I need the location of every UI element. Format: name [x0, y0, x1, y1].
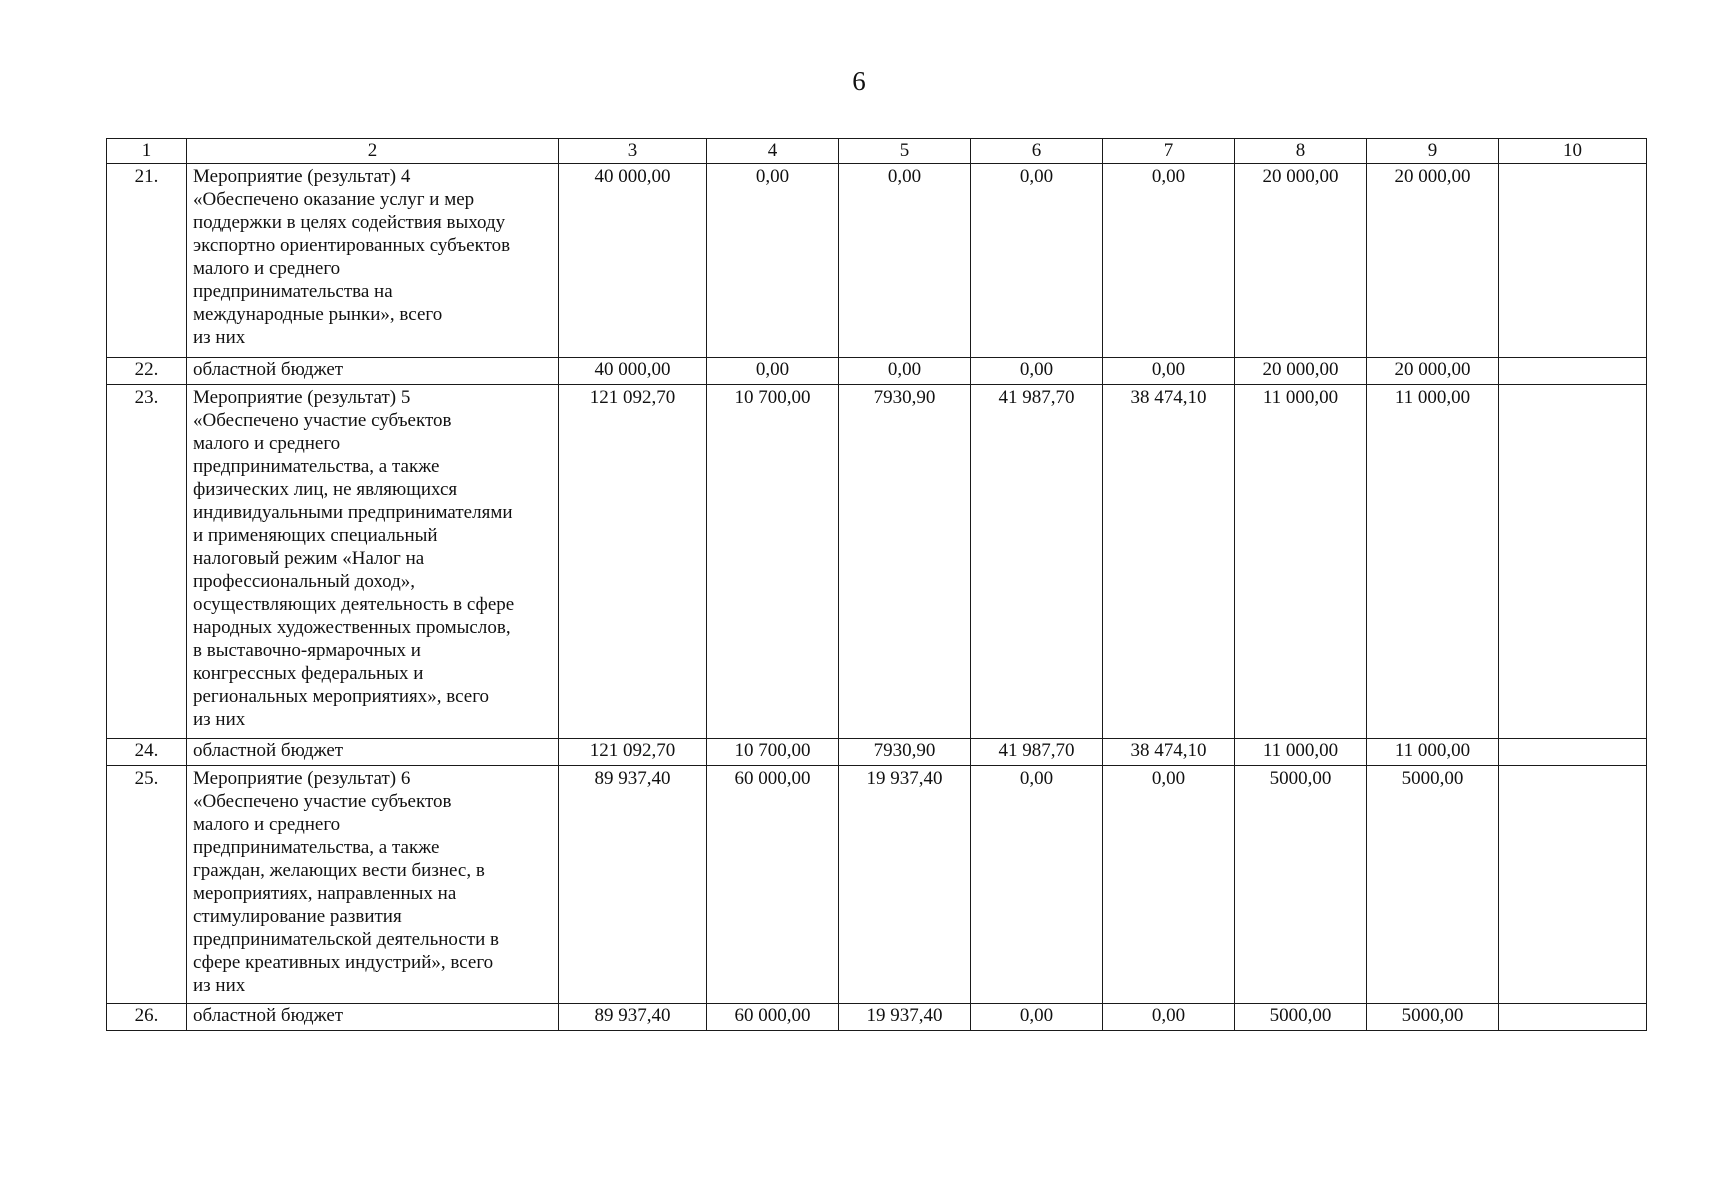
description-line: международные рынки», всего [193, 304, 443, 325]
value-cell-col-7: 38 474,10 [1103, 385, 1235, 739]
description-line: малого и среднего [193, 433, 341, 454]
description-line: малого и среднего [193, 814, 341, 835]
column-header: 7 [1103, 139, 1235, 164]
description-line: и применяющих специальный [193, 525, 438, 546]
value-cell-col-8: 5000,00 [1235, 766, 1367, 1004]
column-header: 1 [107, 139, 187, 164]
value-cell-col-9: 20 000,00 [1367, 358, 1499, 385]
value-cell-col-9: 20 000,00 [1367, 164, 1499, 358]
description-line: налоговый режим «Налог на [193, 548, 425, 569]
value-cell-col-3: 89 937,40 [559, 1004, 707, 1031]
row-number-cell: 26. [107, 1004, 187, 1031]
value-cell-col-4: 60 000,00 [707, 766, 839, 1004]
column-header: 4 [707, 139, 839, 164]
column-header: 10 [1499, 139, 1647, 164]
value-cell-col-6: 41 987,70 [971, 385, 1103, 739]
description-line: предпринимательства, а также [193, 456, 440, 477]
value-cell-col-3: 121 092,70 [559, 385, 707, 739]
description-line: предпринимательской деятельности в [193, 929, 500, 950]
description-line: мероприятиях, направленных на [193, 883, 457, 904]
value-cell-col-10 [1499, 766, 1647, 1004]
description-line: из них [193, 327, 246, 348]
value-cell-col-3: 89 937,40 [559, 766, 707, 1004]
value-cell-col-6: 41 987,70 [971, 739, 1103, 766]
description-line: из них [193, 709, 246, 730]
description-line: «Обеспечено участие субъектов [193, 410, 452, 431]
description-line: «Обеспечено оказание услуг и мер [193, 189, 475, 210]
description-line: из них [193, 975, 246, 996]
column-header: 8 [1235, 139, 1367, 164]
description-line: областной бюджет [193, 1005, 344, 1026]
table-row [107, 1004, 1647, 1031]
description-line: физических лиц, не являющихся [193, 479, 458, 500]
value-cell-col-7: 0,00 [1103, 766, 1235, 1004]
value-cell-col-8: 20 000,00 [1235, 164, 1367, 358]
description-line: предпринимательства на [193, 281, 393, 302]
value-cell-col-5: 7930,90 [839, 739, 971, 766]
description-line: экспортно ориентированных субъектов [193, 235, 511, 256]
description-line: профессиональный доход», [193, 571, 416, 592]
value-cell-col-7: 0,00 [1103, 1004, 1235, 1031]
value-cell-col-10 [1499, 164, 1647, 358]
column-header: 9 [1367, 139, 1499, 164]
table-row [107, 358, 1647, 385]
page-number: 6 [852, 66, 866, 96]
value-cell-col-7: 0,00 [1103, 164, 1235, 358]
value-cell-col-7: 0,00 [1103, 358, 1235, 385]
description-line: региональных мероприятиях», всего [193, 686, 490, 707]
column-header: 6 [971, 139, 1103, 164]
description-line: индивидуальными предпринимателями [193, 502, 513, 523]
row-number-cell: 25. [107, 766, 187, 1004]
value-cell-col-5: 7930,90 [839, 385, 971, 739]
description-line: сфере креативных индустрий», всего [193, 952, 494, 973]
value-cell-col-3: 121 092,70 [559, 739, 707, 766]
value-cell-col-3: 40 000,00 [559, 164, 707, 358]
value-cell-col-4: 0,00 [707, 358, 839, 385]
column-header: 2 [187, 139, 559, 164]
description-cell [187, 766, 559, 1004]
description-line: осуществляющих деятельность в сфере [193, 594, 515, 615]
description-line: Мероприятие (результат) 4 [193, 166, 411, 187]
value-cell-col-4: 10 700,00 [707, 385, 839, 739]
description-cell [187, 739, 559, 766]
description-line: конгрессных федеральных и [193, 663, 424, 684]
description-line: «Обеспечено участие субъектов [193, 791, 452, 812]
value-cell-col-6: 0,00 [971, 766, 1103, 1004]
value-cell-col-6: 0,00 [971, 358, 1103, 385]
value-cell-col-6: 0,00 [971, 164, 1103, 358]
value-cell-col-9: 11 000,00 [1367, 385, 1499, 739]
column-header-row [107, 139, 1647, 164]
description-line: народных художественных промыслов, [193, 617, 511, 638]
value-cell-col-10 [1499, 358, 1647, 385]
value-cell-col-10 [1499, 1004, 1647, 1031]
description-line: областной бюджет [193, 740, 344, 761]
row-number-cell: 24. [107, 739, 187, 766]
value-cell-col-5: 19 937,40 [839, 766, 971, 1004]
description-line: в выставочно-ярмарочных и [193, 640, 421, 661]
description-line: стимулирование развития [193, 906, 402, 927]
table-row [107, 385, 1647, 739]
column-header: 5 [839, 139, 971, 164]
value-cell-col-3: 40 000,00 [559, 358, 707, 385]
value-cell-col-9: 5000,00 [1367, 1004, 1499, 1031]
description-line: предпринимательства, а также [193, 837, 440, 858]
description-line: Мероприятие (результат) 6 [193, 768, 411, 789]
value-cell-col-10 [1499, 385, 1647, 739]
description-line: граждан, желающих вести бизнес, в [193, 860, 485, 881]
row-number-cell: 22. [107, 358, 187, 385]
budget-table [106, 138, 1647, 1031]
row-number-cell: 23. [107, 385, 187, 739]
description-cell [187, 385, 559, 739]
value-cell-col-4: 60 000,00 [707, 1004, 839, 1031]
value-cell-col-8: 20 000,00 [1235, 358, 1367, 385]
value-cell-col-8: 5000,00 [1235, 1004, 1367, 1031]
description-cell [187, 358, 559, 385]
value-cell-col-7: 38 474,10 [1103, 739, 1235, 766]
value-cell-col-4: 0,00 [707, 164, 839, 358]
column-header: 3 [559, 139, 707, 164]
value-cell-col-6: 0,00 [971, 1004, 1103, 1031]
value-cell-col-5: 0,00 [839, 164, 971, 358]
value-cell-col-9: 11 000,00 [1367, 739, 1499, 766]
value-cell-col-10 [1499, 739, 1647, 766]
description-line: Мероприятие (результат) 5 [193, 387, 411, 408]
value-cell-col-8: 11 000,00 [1235, 739, 1367, 766]
description-line: малого и среднего [193, 258, 341, 279]
description-line: поддержки в целях содействия выходу [193, 212, 506, 233]
row-number-cell: 21. [107, 164, 187, 358]
description-cell [187, 1004, 559, 1031]
value-cell-col-9: 5000,00 [1367, 766, 1499, 1004]
description-cell [187, 164, 559, 358]
table-row [107, 164, 1647, 358]
value-cell-col-5: 0,00 [839, 358, 971, 385]
value-cell-col-5: 19 937,40 [839, 1004, 971, 1031]
description-line: областной бюджет [193, 359, 344, 380]
table-row [107, 739, 1647, 766]
value-cell-col-4: 10 700,00 [707, 739, 839, 766]
table-row [107, 766, 1647, 1004]
value-cell-col-8: 11 000,00 [1235, 385, 1367, 739]
